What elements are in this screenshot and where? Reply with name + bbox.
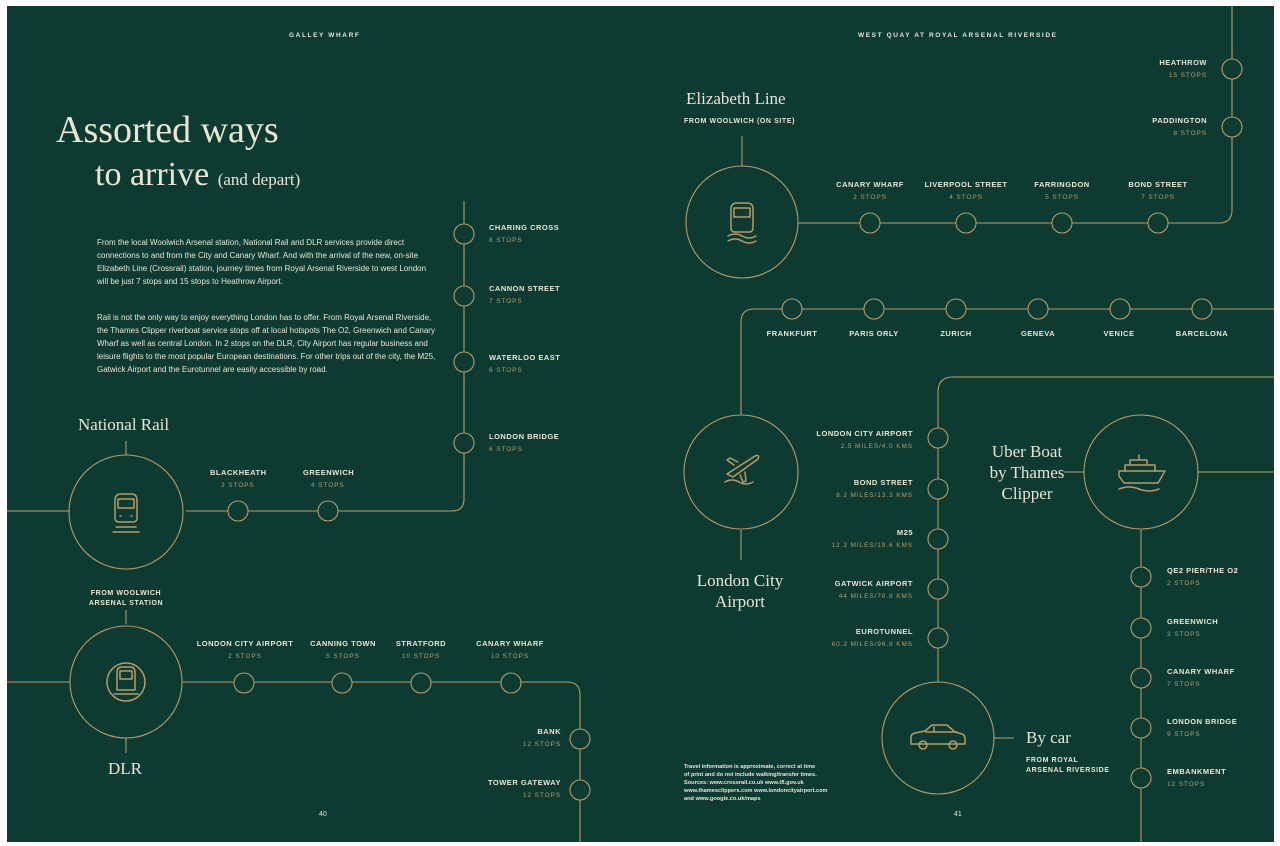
station-marker [1148, 213, 1168, 233]
car-stop-eurotunnel: EUROTUNNEL 60.2 MILES/96.8 KMS [831, 627, 913, 648]
station-marker [1052, 213, 1072, 233]
station-marker [864, 299, 884, 319]
station-marker [928, 529, 948, 549]
station-marker [1028, 299, 1048, 319]
station-marker [454, 433, 474, 453]
station-marker [332, 673, 352, 693]
dest-paris-orly: PARIS ORLY [849, 329, 899, 338]
station-marker [928, 428, 948, 448]
elizabeth-train-icon [728, 203, 756, 243]
boat-icon [1119, 455, 1165, 491]
boat-stop-embankment: EMBANKMENT 12 STOPS [1167, 767, 1227, 788]
station-marker [501, 673, 521, 693]
intro-paragraph-1: From the local Woolwich Arsenal station, National Rail and DLR services provide direct connections to and from the City and Canary Wharf. And with the arrival of the new, on-site Elizabeth Line (Crossrail) station, journey times from Royal Arsenal Riverside to west London will be just 7 stops and 15 stops to Heathrow Airport. [97, 238, 427, 286]
car-stop-m25: M25 12.2 MILES/19.6 KMS [831, 528, 913, 549]
car-hub [882, 682, 994, 794]
boat-stop-greenwich: GREENWICH 3 STOPS [1167, 617, 1219, 638]
stop-greenwich: GREENWICH 4 STOPS [303, 468, 355, 489]
uber-boat-label: Uber Boat by Thames Clipper [989, 442, 1065, 503]
station-marker [570, 780, 590, 800]
dest-frankfurt: FRANKFURT [766, 329, 818, 338]
car-stop-bond-street: BOND STREET 8.2 MILES/13.3 KMS [836, 478, 913, 499]
station-marker [1131, 668, 1151, 688]
intro-paragraph-2: Rail is not the only way to enjoy everything London has to offer. From Royal Arsenal Riverside, the Thames Clipper riverboat service stops off at local hotspots The O2, Greenwich and Canary Wharf as well as central London. In 2 stops on the DLR, City Airport has regular business and leisure flights to the most popular European destinations. For other trips out of the city, the M25, Gatwick Airport and the Eurotunnel are easily accessible by road. [97, 313, 436, 374]
station-marker [454, 286, 474, 306]
station-marker [782, 299, 802, 319]
page-number-left: 40 [319, 811, 327, 818]
national-rail-hub [69, 455, 183, 569]
station-marker [1131, 567, 1151, 587]
header-left: GALLEY WHARF [289, 32, 361, 39]
car-route [938, 377, 1274, 682]
airplane-icon [725, 455, 759, 484]
national-rail-subtitle: FROM WOOLWICH ARSENAL STATION [88, 590, 164, 607]
station-marker [1222, 59, 1242, 79]
elizabeth-line-label: Elizabeth Line [686, 89, 786, 108]
boat-hub [1084, 415, 1198, 529]
elizabeth-line-subtitle: FROM WOOLWICH (ON SITE) [684, 118, 796, 125]
station-marker [1110, 299, 1130, 319]
elizabeth-hub [686, 166, 798, 278]
stop-canning-town: CANNING TOWN 5 STOPS [310, 639, 376, 660]
station-marker [454, 352, 474, 372]
stop-eliz-bond-street: BOND STREET 7 STOPS [1128, 180, 1188, 201]
station-marker [411, 673, 431, 693]
stop-dlr-canary-wharf: CANARY WHARF 10 STOPS [476, 639, 544, 660]
by-car-subtitle: FROM ROYAL ARSENAL RIVERSIDE [1026, 757, 1110, 774]
stop-waterloo-east: WATERLOO EAST 6 STOPS [489, 353, 561, 374]
station-marker [928, 479, 948, 499]
stop-dlr-london-city-airport: LONDON CITY AIRPORT 2 STOPS [196, 639, 294, 660]
stop-cannon-street: CANNON STREET 7 STOPS [489, 284, 561, 305]
boat-stop-qe2-pier: QE2 PIER/THE O2 2 STOPS [1167, 566, 1239, 587]
car-stop-gatwick: GATWICK AIRPORT 44 MILES/70.8 KMS [834, 579, 913, 600]
dest-geneva: GENEVA [1020, 329, 1056, 338]
page-number-right: 41 [954, 811, 962, 818]
station-marker [318, 501, 338, 521]
stop-eliz-canary-wharf: CANARY WHARF 2 STOPS [836, 180, 904, 201]
stop-paddington: PADDINGTON 8 STOPS [1152, 116, 1207, 137]
train-icon [113, 494, 139, 532]
station-marker [570, 729, 590, 749]
dlr-label: DLR [108, 759, 142, 778]
by-car-label: By car [1026, 728, 1071, 747]
car-stop-london-city-airport: LONDON CITY AIRPORT 2.5 MILES/4.0 KMS [816, 429, 913, 450]
stop-blackheath: BLACKHEATH 3 STOPS [210, 468, 267, 489]
dlr-hub [70, 626, 182, 738]
station-marker [1131, 768, 1151, 788]
station-marker [1192, 299, 1212, 319]
dlr-train-icon [107, 663, 145, 701]
boat-stop-london-bridge: LONDON BRIDGE 9 STOPS [1167, 717, 1238, 738]
boat-stop-canary-wharf: CANARY WHARF 7 STOPS [1167, 667, 1235, 688]
national-rail-label: National Rail [78, 415, 170, 434]
stop-charing-cross: CHARING CROSS 8 STOPS [489, 223, 560, 244]
car-icon [911, 725, 965, 749]
station-marker [928, 628, 948, 648]
title-line1: Assorted ways [56, 109, 279, 151]
dest-zurich: ZURICH [940, 329, 972, 338]
station-marker [956, 213, 976, 233]
station-marker [228, 501, 248, 521]
footnote: Travel information is approximate, correct at time of print and do not include walking/transfer times. Sources: www.crossrail.co.uk www.tfl.gov.uk www.thamesclippers.com www.londoncityairport.com and www.google.co.uk/maps [684, 764, 828, 802]
airport-route [741, 309, 1274, 415]
station-marker [1222, 117, 1242, 137]
stop-farringdon: FARRINGDON 5 STOPS [1034, 180, 1090, 201]
station-marker [946, 299, 966, 319]
london-city-airport-label: London City Airport [696, 571, 784, 611]
stop-stratford: STRATFORD 10 STOPS [395, 639, 447, 660]
station-marker [454, 224, 474, 244]
stop-bank: BANK 12 STOPS [522, 727, 561, 748]
station-marker [928, 579, 948, 599]
stop-london-bridge: LONDON BRIDGE 6 STOPS [489, 432, 560, 453]
station-marker [1131, 618, 1151, 638]
dest-barcelona: BARCELONA [1175, 329, 1229, 338]
dest-venice: VENICE [1103, 329, 1135, 338]
stop-liverpool-street: LIVERPOOL STREET 4 STOPS [924, 180, 1008, 201]
title-line2: to arrive (and depart) [95, 156, 301, 193]
dlr-route [7, 682, 580, 842]
header-right: WEST QUAY AT ROYAL ARSENAL RIVERSIDE [858, 32, 1058, 39]
stop-heathrow: HEATHROW 15 STOPS [1159, 58, 1207, 79]
stop-tower-gateway: TOWER GATEWAY 12 STOPS [487, 778, 561, 799]
station-marker [860, 213, 880, 233]
station-marker [1131, 718, 1151, 738]
station-marker [234, 673, 254, 693]
